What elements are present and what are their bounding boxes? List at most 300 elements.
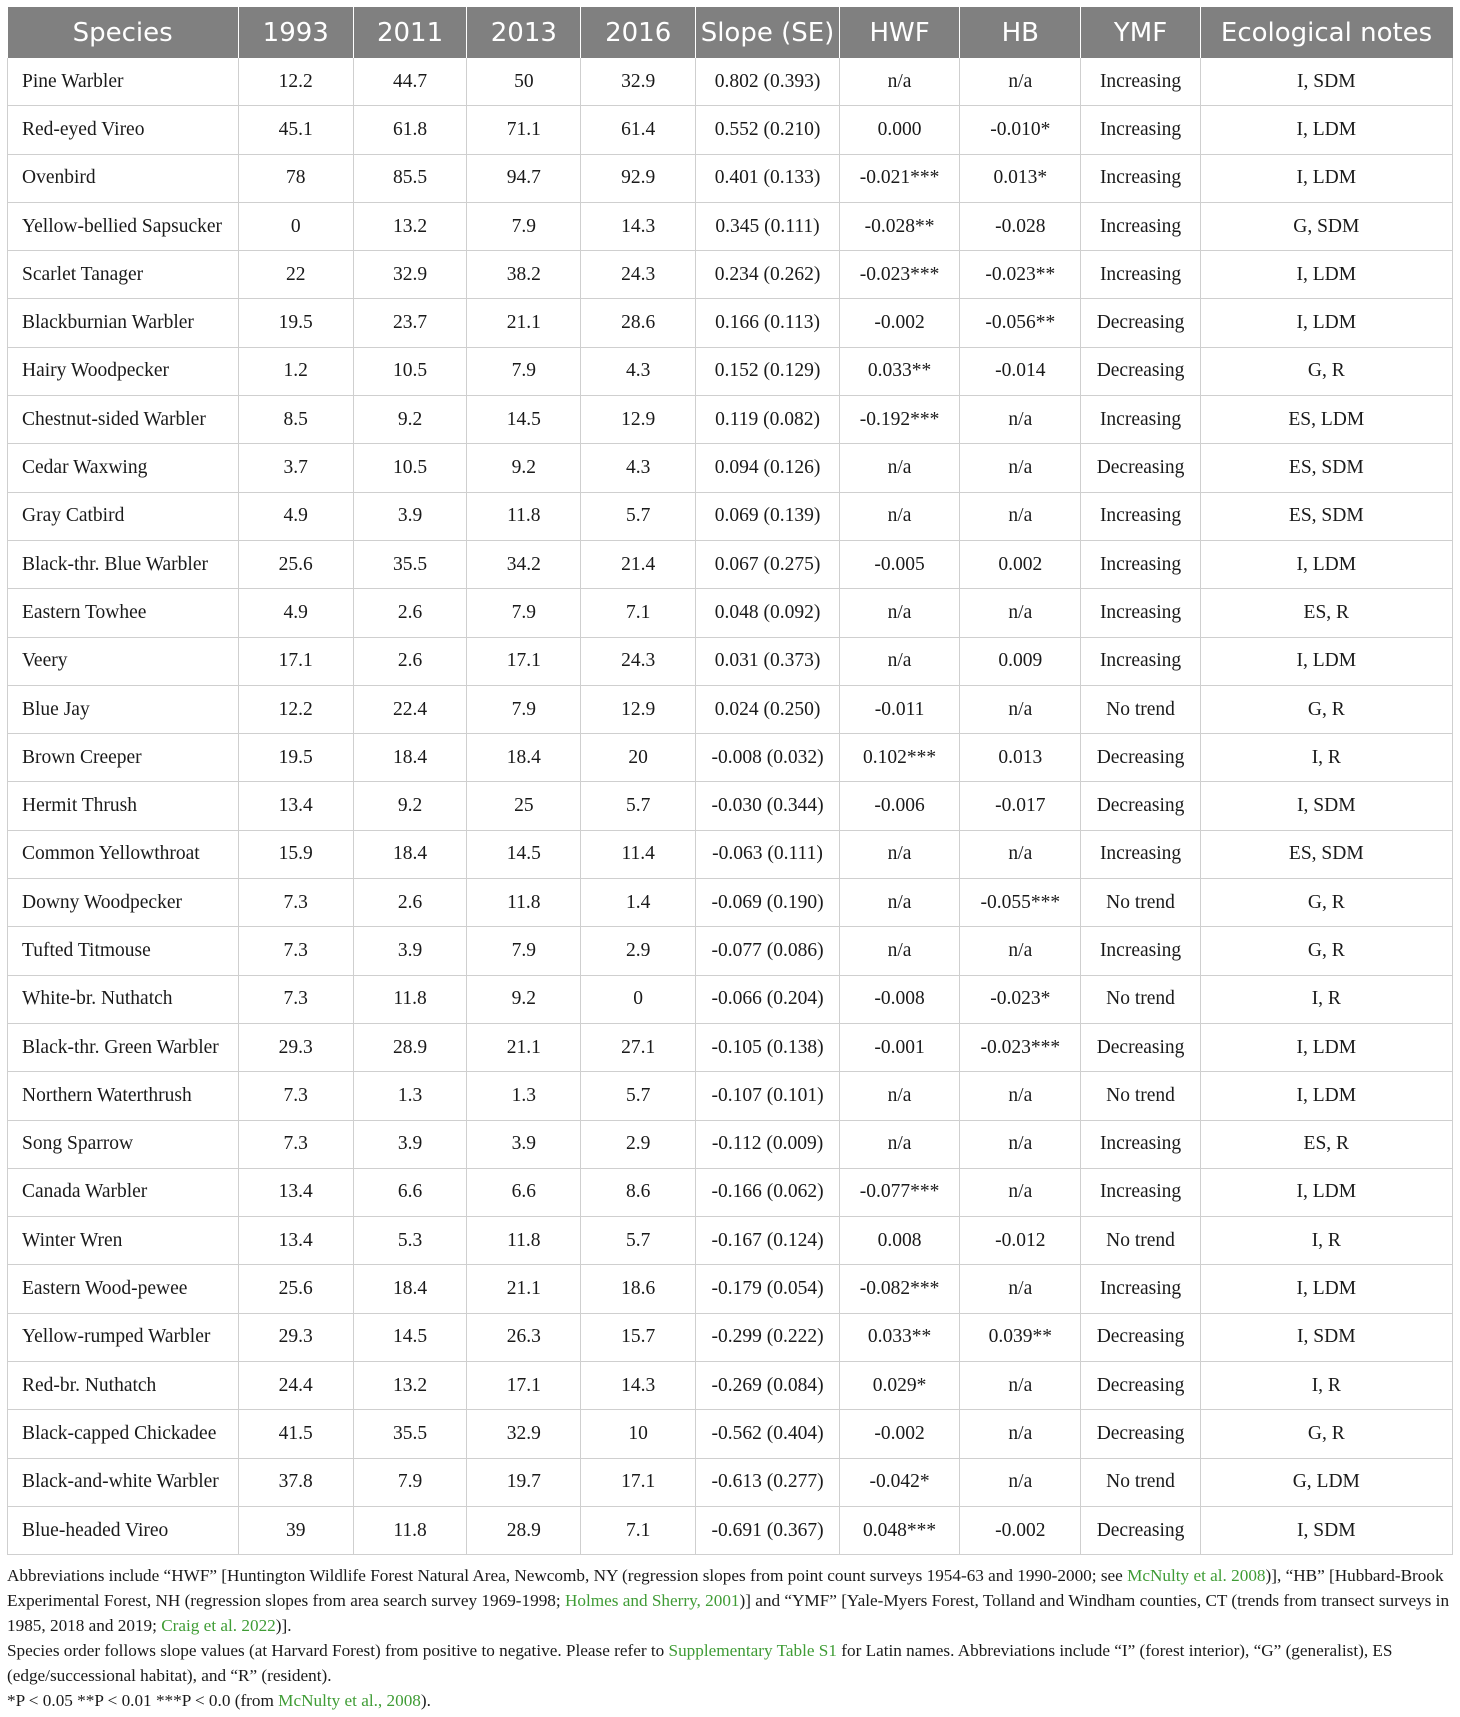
table-cell: 2.6 [353,879,467,927]
table-cell: I, R [1200,1217,1452,1265]
table-cell: 7.3 [238,879,353,927]
table-cell: -0.269 (0.084) [696,1362,840,1410]
table-cell: n/a [839,830,959,878]
table-row [8,1168,1453,1216]
table-cell: -0.030 (0.344) [696,782,840,830]
table-cell: -0.167 (0.124) [696,1217,840,1265]
table-cell: 0.039** [960,1313,1081,1361]
table-cell: 18.4 [353,1265,467,1313]
column-header: Ecological notes [1200,7,1452,58]
table-cell: n/a [839,927,959,975]
table-cell: 11.8 [467,492,581,540]
table-row [8,1023,1453,1071]
table-cell: 0.031 (0.373) [696,637,840,685]
table-cell: 3.7 [238,444,353,492]
table-cell: 14.3 [581,202,696,250]
table-cell: 25 [467,782,581,830]
column-header: HB [960,7,1081,58]
table-cell: -0.023** [960,251,1081,299]
table-row [8,830,1453,878]
column-header: Species [8,7,239,58]
species-name-cell: Song Sparrow [8,1120,239,1168]
table-row [8,1120,1453,1168]
table-cell: 35.5 [353,540,467,588]
table-cell: 10 [581,1410,696,1458]
table-cell: G, R [1200,1410,1452,1458]
table-cell: 5.7 [581,1072,696,1120]
table-cell: 13.4 [238,1168,353,1216]
table-cell: I, LDM [1200,1168,1452,1216]
species-name-cell: Gray Catbird [8,492,239,540]
table-cell: 0.029* [839,1362,959,1410]
table-cell: I, LDM [1200,1072,1452,1120]
table-cell: 0.552 (0.210) [696,106,840,154]
table-row [8,734,1453,782]
table-cell: I, R [1200,1362,1452,1410]
species-name-cell: Blue-headed Vireo [8,1506,239,1554]
table-cell: 34.2 [467,540,581,588]
table-cell: ES, R [1200,589,1452,637]
table-row [8,251,1453,299]
table-cell: 10.5 [353,347,467,395]
table-cell: Decreasing [1081,1023,1200,1071]
table-cell: G, R [1200,879,1452,927]
table-row [8,492,1453,540]
table-cell: 2.9 [581,927,696,975]
table-row [8,396,1453,444]
table-cell: n/a [960,444,1081,492]
table-cell: 1.4 [581,879,696,927]
table-cell: -0.055*** [960,879,1081,927]
table-cell: -0.005 [839,540,959,588]
footnote-text: Species order follows slope values (at Harvard Forest) from positive to negative. Please refer to [7,1641,669,1660]
table-cell: 7.9 [467,589,581,637]
table-cell: -0.105 (0.138) [696,1023,840,1071]
table-cell: 37.8 [238,1458,353,1506]
table-cell: 32.9 [581,58,696,106]
header-row [8,7,1453,58]
species-name-cell: Yellow-rumped Warbler [8,1313,239,1361]
table-cell: 6.6 [353,1168,467,1216]
table-cell: n/a [839,444,959,492]
table-cell: I, SDM [1200,1506,1452,1554]
species-name-cell: Hermit Thrush [8,782,239,830]
table-cell: 32.9 [467,1410,581,1458]
table-cell: 7.3 [238,927,353,975]
table-cell: No trend [1081,879,1200,927]
table-cell: 23.7 [353,299,467,347]
table-cell: 13.2 [353,1362,467,1410]
table-cell: n/a [839,1072,959,1120]
table-cell: -0.299 (0.222) [696,1313,840,1361]
table-cell: 7.1 [581,589,696,637]
species-name-cell: Blue Jay [8,685,239,733]
table-row [8,444,1453,492]
table-cell: Increasing [1081,830,1200,878]
species-name-cell: Black-capped Chickadee [8,1410,239,1458]
table-cell: 12.2 [238,58,353,106]
table-cell: G, R [1200,685,1452,733]
table-cell: 7.9 [467,347,581,395]
table-cell: 85.5 [353,154,467,202]
table-cell: 9.2 [467,444,581,492]
table-cell: 0.033** [839,1313,959,1361]
species-name-cell: Cedar Waxwing [8,444,239,492]
footnote-text: for Latin names. Abbreviations include “I” (forest interior), “G” (generalist), ES (edge/successional habitat), and “R” (resident). [7,1641,1393,1685]
table-cell: 7.9 [467,202,581,250]
table-cell: 27.1 [581,1023,696,1071]
table-cell: Increasing [1081,589,1200,637]
species-name-cell: Red-br. Nuthatch [8,1362,239,1410]
citation-link[interactable]: Supplementary Table S1 [668,1641,837,1660]
table-cell: n/a [960,589,1081,637]
table-cell: G, R [1200,347,1452,395]
footnote-text: *P < 0.05 **P < 0.01 ***P < 0.0 (from [7,1691,279,1710]
footnote-text: Abbreviations include “HWF” [Huntington Wildlife Forest Natural Area, Newcomb, NY (regression slopes from point count surveys 1954-63 and 1990-2000; see [7,1566,1128,1585]
footnote-text: )]. [275,1616,292,1635]
table-row [8,1506,1453,1554]
table-cell: 14.5 [467,396,581,444]
table-cell: 18.4 [353,830,467,878]
table-cell: ES, LDM [1200,396,1452,444]
species-name-cell: Ovenbird [8,154,239,202]
table-cell: 24.3 [581,637,696,685]
species-name-cell: Tufted Titmouse [8,927,239,975]
species-name-cell: Scarlet Tanager [8,251,239,299]
table-cell: n/a [960,396,1081,444]
table-cell: 18.4 [353,734,467,782]
citation-link[interactable]: McNulty et al., 2008 [278,1691,421,1710]
table-cell: 0.069 (0.139) [696,492,840,540]
table-cell: n/a [960,58,1081,106]
table-cell: n/a [960,1410,1081,1458]
table-cell: -0.011 [839,685,959,733]
table-cell: Increasing [1081,202,1200,250]
table-cell: 18.4 [467,734,581,782]
table-cell: Increasing [1081,637,1200,685]
table-cell: -0.012 [960,1217,1081,1265]
table-footnotes [7,1563,1453,1713]
column-header: 1993 [238,7,353,58]
table-cell: 0.048*** [839,1506,959,1554]
table-cell: Decreasing [1081,734,1200,782]
table-cell: 28.9 [467,1506,581,1554]
footnote-species-order [7,1638,1453,1688]
table-cell: 29.3 [238,1023,353,1071]
table-row [8,1458,1453,1506]
table-cell: -0.077 (0.086) [696,927,840,975]
table-cell: 24.3 [581,251,696,299]
table-cell: -0.166 (0.062) [696,1168,840,1216]
table-row [8,154,1453,202]
table-cell: -0.008 (0.032) [696,734,840,782]
table-cell: 71.1 [467,106,581,154]
citation-link[interactable]: Craig et al. 2022 [161,1616,276,1635]
table-row [8,975,1453,1023]
table-cell: -0.002 [839,1410,959,1458]
table-cell: n/a [960,1458,1081,1506]
species-name-cell: Canada Warbler [8,1168,239,1216]
table-cell: 0.009 [960,637,1081,685]
table-cell: 14.5 [467,830,581,878]
table-cell: 0.033** [839,347,959,395]
table-row [8,589,1453,637]
table-cell: 3.9 [353,492,467,540]
table-cell: 28.9 [353,1023,467,1071]
species-name-cell: Black-and-white Warbler [8,1458,239,1506]
column-header: 2011 [353,7,467,58]
table-cell: Increasing [1081,927,1200,975]
table-cell: n/a [839,1120,959,1168]
table-cell: I, LDM [1200,251,1452,299]
table-body [8,58,1453,1555]
table-cell: -0.017 [960,782,1081,830]
citation-link[interactable]: Holmes and Sherry, 2001 [564,1591,740,1610]
column-header: HWF [839,7,959,58]
table-cell: n/a [960,1362,1081,1410]
table-cell: Decreasing [1081,1410,1200,1458]
table-cell: n/a [839,492,959,540]
species-name-cell: Eastern Wood-pewee [8,1265,239,1313]
table-cell: n/a [839,589,959,637]
table-cell: -0.107 (0.101) [696,1072,840,1120]
table-cell: I, LDM [1200,1023,1452,1071]
table-cell: 7.1 [581,1506,696,1554]
table-cell: 1.3 [353,1072,467,1120]
table-cell: 1.2 [238,347,353,395]
table-cell: Increasing [1081,106,1200,154]
table-cell: Decreasing [1081,299,1200,347]
table-row [8,1362,1453,1410]
table-cell: No trend [1081,1217,1200,1265]
table-cell: 11.8 [353,975,467,1023]
table-cell: Increasing [1081,58,1200,106]
table-cell: 0.345 (0.111) [696,202,840,250]
species-name-cell: Red-eyed Vireo [8,106,239,154]
species-name-cell: Northern Waterthrush [8,1072,239,1120]
table-cell: -0.082*** [839,1265,959,1313]
table-cell: 39 [238,1506,353,1554]
table-cell: G, LDM [1200,1458,1452,1506]
table-cell: Increasing [1081,251,1200,299]
table-cell: I, LDM [1200,299,1452,347]
table-row [8,106,1453,154]
table-cell: n/a [960,927,1081,975]
table-cell: I, R [1200,975,1452,1023]
table-cell: -0.002 [839,299,959,347]
footnote-text: )], “HB” [Hubbard-Brook Experimental Forest, NH (regression slopes from area search survey 1969-1998; [7,1566,1444,1610]
table-cell: n/a [839,637,959,685]
table-cell: 12.2 [238,685,353,733]
table-cell: -0.008 [839,975,959,1023]
table-cell: n/a [960,492,1081,540]
table-cell: 2.9 [581,1120,696,1168]
table-cell: -0.192*** [839,396,959,444]
table-cell: 25.6 [238,1265,353,1313]
species-name-cell: Black-thr. Green Warbler [8,1023,239,1071]
table-cell: 9.2 [353,782,467,830]
table-cell: 19.5 [238,299,353,347]
table-cell: 17.1 [581,1458,696,1506]
table-cell: -0.613 (0.277) [696,1458,840,1506]
table-cell: -0.014 [960,347,1081,395]
table-cell: Increasing [1081,540,1200,588]
table-cell: 2.6 [353,589,467,637]
table-cell: 7.9 [467,927,581,975]
table-cell: Increasing [1081,396,1200,444]
species-name-cell: Veery [8,637,239,685]
table-cell: 0.008 [839,1217,959,1265]
table-cell: n/a [960,1168,1081,1216]
table-cell: 0.166 (0.113) [696,299,840,347]
table-cell: 25.6 [238,540,353,588]
citation-link[interactable]: McNulty et al. 2008 [1127,1566,1266,1585]
footnote-significance [7,1688,1453,1713]
table-cell: 7.9 [467,685,581,733]
table-cell: 45.1 [238,106,353,154]
table-cell: 12.9 [581,685,696,733]
table-row [8,1265,1453,1313]
table-cell: -0.077*** [839,1168,959,1216]
table-cell: ES, SDM [1200,830,1452,878]
table-cell: 5.3 [353,1217,467,1265]
table-cell: 11.8 [467,879,581,927]
table-cell: 17.1 [467,637,581,685]
table-cell: -0.112 (0.009) [696,1120,840,1168]
table-cell: 35.5 [353,1410,467,1458]
table-cell: -0.002 [960,1506,1081,1554]
table-cell: 13.4 [238,782,353,830]
table-cell: No trend [1081,685,1200,733]
table-cell: 3.9 [353,1120,467,1168]
table-cell: 0.102*** [839,734,959,782]
table-cell: Decreasing [1081,782,1200,830]
table-cell: 28.6 [581,299,696,347]
table-cell: 7.3 [238,975,353,1023]
table-cell: ES, SDM [1200,444,1452,492]
table-cell: 0.152 (0.129) [696,347,840,395]
table-cell: Decreasing [1081,444,1200,492]
table-cell: 6.6 [467,1168,581,1216]
table-cell: Increasing [1081,1168,1200,1216]
table-cell: 10.5 [353,444,467,492]
table-cell: -0.006 [839,782,959,830]
table-cell: I, LDM [1200,637,1452,685]
table-row [8,1072,1453,1120]
footnote-text: ). [420,1691,431,1710]
table-row [8,1217,1453,1265]
species-name-cell: White-br. Nuthatch [8,975,239,1023]
table-cell: 29.3 [238,1313,353,1361]
table-cell: 13.2 [353,202,467,250]
table-cell: 0.000 [839,106,959,154]
table-cell: 22 [238,251,353,299]
table-cell: Increasing [1081,154,1200,202]
table-cell: 18.6 [581,1265,696,1313]
table-cell: Increasing [1081,1120,1200,1168]
table-cell: 0.802 (0.393) [696,58,840,106]
table-cell: 14.5 [353,1313,467,1361]
table-cell: n/a [960,685,1081,733]
species-name-cell: Eastern Towhee [8,589,239,637]
column-header: YMF [1081,7,1200,58]
table-cell: -0.042* [839,1458,959,1506]
table-cell: 0.094 (0.126) [696,444,840,492]
table-cell: Decreasing [1081,1362,1200,1410]
table-cell: 19.7 [467,1458,581,1506]
table-row [8,685,1453,733]
table-cell: No trend [1081,975,1200,1023]
table-row [8,299,1453,347]
table-cell: ES, R [1200,1120,1452,1168]
column-header: 2013 [467,7,581,58]
table-cell: -0.179 (0.054) [696,1265,840,1313]
table-cell: n/a [960,1265,1081,1313]
table-cell: -0.028** [839,202,959,250]
table-row [8,540,1453,588]
table-cell: 3.9 [353,927,467,975]
table-cell: I, SDM [1200,58,1452,106]
table-cell: I, LDM [1200,106,1452,154]
table-cell: 0.401 (0.133) [696,154,840,202]
table-cell: n/a [960,830,1081,878]
table-cell: 11.4 [581,830,696,878]
table-cell: 4.9 [238,492,353,540]
species-trend-table [7,7,1453,1555]
table-cell: 50 [467,58,581,106]
table-cell: -0.028 [960,202,1081,250]
table-cell: 9.2 [467,975,581,1023]
table-cell: 21.1 [467,299,581,347]
table-cell: -0.691 (0.367) [696,1506,840,1554]
table-cell: I, SDM [1200,1313,1452,1361]
table-cell: 24.4 [238,1362,353,1410]
table-cell: 5.7 [581,782,696,830]
column-header: 2016 [581,7,696,58]
table-cell: 12.9 [581,396,696,444]
table-cell: -0.021*** [839,154,959,202]
table-cell: 0.002 [960,540,1081,588]
species-name-cell: Yellow-bellied Sapsucker [8,202,239,250]
table-cell: -0.010* [960,106,1081,154]
column-header: Slope (SE) [696,7,840,58]
species-name-cell: Common Yellowthroat [8,830,239,878]
table-cell: -0.056** [960,299,1081,347]
table-cell: Increasing [1081,492,1200,540]
table-cell: I, LDM [1200,540,1452,588]
table-cell: 26.3 [467,1313,581,1361]
table-cell: 0 [238,202,353,250]
table-row [8,202,1453,250]
table-cell: Decreasing [1081,347,1200,395]
table-cell: 32.9 [353,251,467,299]
table-cell: 5.7 [581,492,696,540]
species-table-container [7,7,1453,1555]
footnote-text: )] and “YMF” [Yale-Myers Forest, Tolland and Windham counties, CT (trends from transect surveys in 1985, 2018 and 2019; [7,1591,1450,1635]
table-cell: n/a [839,58,959,106]
table-cell: 5.7 [581,1217,696,1265]
table-cell: 0.048 (0.092) [696,589,840,637]
table-cell: 15.7 [581,1313,696,1361]
table-cell: 19.5 [238,734,353,782]
table-cell: ES, SDM [1200,492,1452,540]
species-name-cell: Downy Woodpecker [8,879,239,927]
table-row [8,879,1453,927]
table-cell: I, R [1200,734,1452,782]
table-cell: 94.7 [467,154,581,202]
table-cell: 21.1 [467,1023,581,1071]
table-cell: 0.024 (0.250) [696,685,840,733]
